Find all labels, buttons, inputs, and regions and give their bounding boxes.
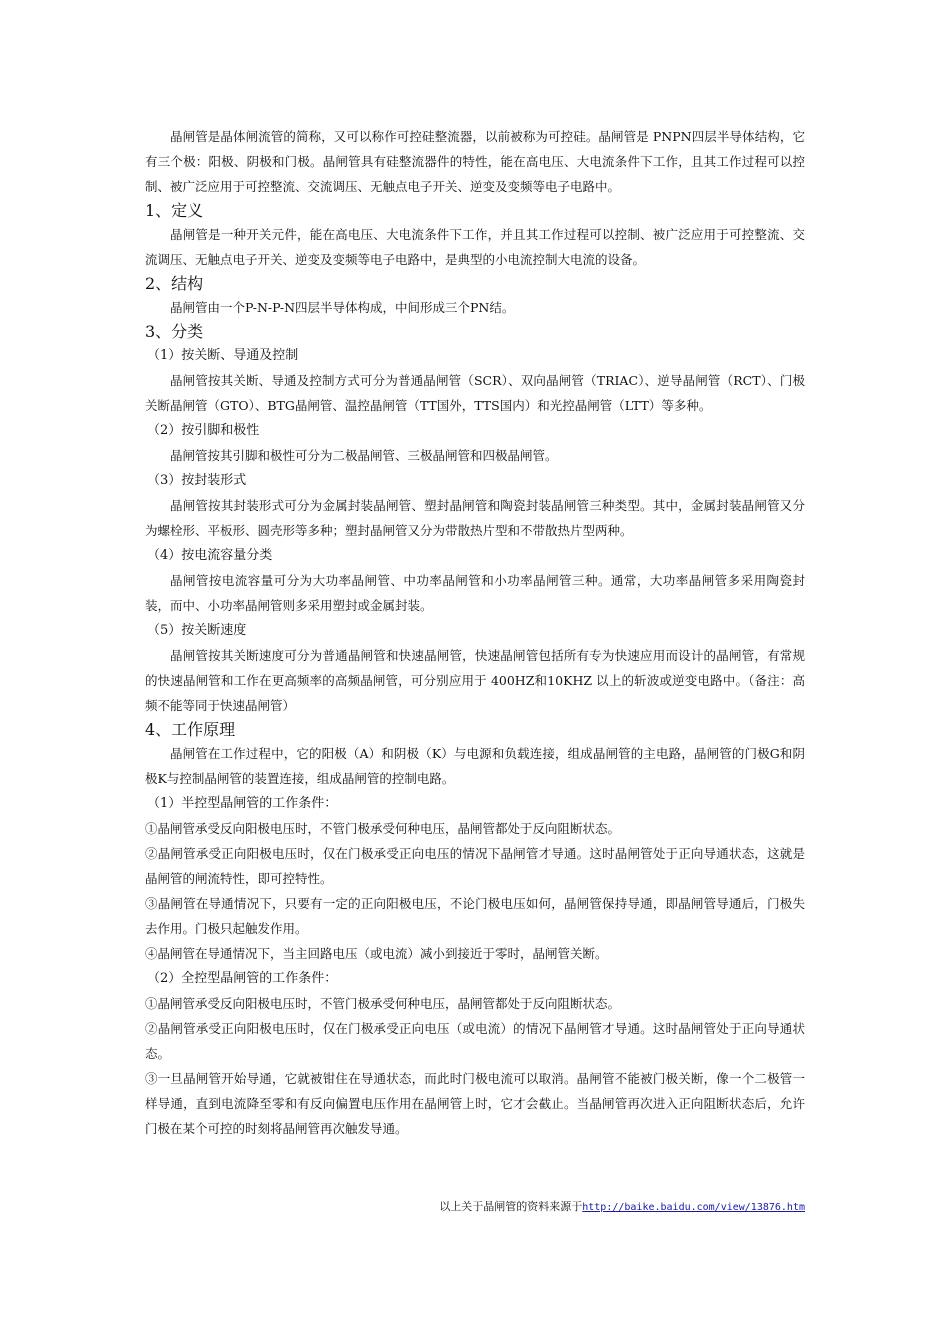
category-1-title: （1）按关断、导通及控制 [147, 348, 299, 363]
half-control-title: （1）半控型晶闸管的工作条件： [147, 796, 338, 811]
category-4-title: （4）按电流容量分类 [147, 548, 273, 563]
list-item: ①晶闸管承受反向阳极电压时，不管门极承受何种电压，晶闸管都处于反向阻断状态。 [145, 821, 621, 836]
section-2-heading: 2、结构 [145, 274, 204, 293]
section-1-heading: 1、定义 [145, 201, 204, 220]
document-body [145, 124, 805, 1141]
category-5-title: （5）按关断速度 [147, 623, 247, 638]
list-item: ②晶闸管承受正向阳极电压时，仅在门极承受正向电压的情况下晶闸管才导通。这时晶闸管处于正向导通状态，这就是晶闸管的闸流特性，即可控特性。 [145, 846, 805, 886]
section-3-heading: 3、分类 [145, 322, 204, 341]
section-4-text: 晶闸管在工作过程中，它的阳极（A）和阴极（K）与电源和负载连接，组成晶闸管的主电路，晶闸管的门极G和阴极K与控制晶闸管的装置连接，组成晶闸管的控制电路。 [145, 746, 805, 786]
section-1-text: 晶闸管是一种开关元件，能在高电压、大电流条件下工作，并且其工作过程可以控制、被广泛应用于可控整流、交流调压、无触点电子开关、逆变及变频等电子电路中，是典型的小电流控制大电流的设备。 [145, 227, 805, 267]
list-item: ③一旦晶闸管开始导通，它就被钳住在导通状态，而此时门极电流可以取消。晶闸管不能被门极关断，像一个二极管一样导通，直到电流降至零和有反向偏置电压作用在晶闸管上时，它才会截止。当晶闸管再次进入正向阻断状态后，允许门极在某个可控的时刻将晶闸管再次触发导通。 [145, 1071, 805, 1136]
source-link[interactable]: http://baike.baidu.com/view/13876.htm [582, 1202, 805, 1213]
source-note [439, 1199, 805, 1216]
list-item: ①晶闸管承受反向阳极电压时，不管门极承受何种电压，晶闸管都处于反向阻断状态。 [145, 996, 621, 1011]
category-3-text: 晶闸管按其封装形式可分为金属封装晶闸管、塑封晶闸管和陶瓷封装晶闸管三种类型。其中，金属封装晶闸管又分为螺栓形、平板形、圆壳形等多种；塑封晶闸管又分为带散热片型和不带散热片型两种。 [145, 498, 805, 538]
category-3-title: （3）按封装形式 [147, 473, 247, 488]
category-1-text: 晶闸管按其关断、导通及控制方式可分为普通晶闸管（SCR）、双向晶闸管（TRIAC）、逆导晶闸管（RCT）、门极关断晶闸管（GTO）、BTG晶闸管、温控晶闸管（TT国外，TTS国内）和光控晶闸管（LTT）等多种。 [145, 373, 805, 413]
source-prefix: 以上关于晶闸管的资料来源于 [439, 1200, 583, 1213]
list-item: ③晶闸管在导通情况下，只要有一定的正向阳极电压，不论门极电压如何，晶闸管保持导通，即晶闸管导通后，门极失去作用。门极只起触发作用。 [145, 896, 805, 936]
list-item: ②晶闸管承受正向阳极电压时，仅在门极承受正向电压（或电流）的情况下晶闸管才导通。这时晶闸管处于正向导通状态。 [145, 1021, 805, 1061]
section-4-heading: 4、工作原理 [145, 720, 236, 739]
category-4-text: 晶闸管按电流容量可分为大功率晶闸管、中功率晶闸管和小功率晶闸管三种。通常，大功率晶闸管多采用陶瓷封装，而中、小功率晶闸管则多采用塑封或金属封装。 [145, 573, 805, 613]
intro-paragraph: 晶闸管是晶体闸流管的简称，又可以称作可控硅整流器，以前被称为可控硅。晶闸管是 PNPN四层半导体结构，它有三个极：阳极、阴极和门极。晶闸管具有硅整流器件的特性，能在高电压、大电流条件下工作，且其工作过程可以控制、被广泛应用于可控整流、交流调压、无触点电子开关、逆变及变频等电子电路中。 [145, 129, 805, 194]
category-2-text: 晶闸管按其引脚和极性可分为二极晶闸管、三极晶闸管和四极晶闸管。 [170, 448, 558, 463]
list-item: ④晶闸管在导通情况下，当主回路电压（或电流）减小到接近于零时，晶闸管关断。 [145, 946, 608, 961]
category-2-title: （2）按引脚和极性 [147, 423, 260, 438]
category-5-text: 晶闸管按其关断速度可分为普通晶闸管和快速晶闸管，快速晶闸管包括所有专为快速应用而设计的晶闸管，有常规的快速晶闸管和工作在更高频率的高频晶闸管，可分别应用于 400HZ和10KHZ 以上的斩波或逆变电路中。（备注：高频不能等同于快速晶闸管） [145, 648, 805, 713]
section-2-text: 晶闸管由一个P-N-P-N四层半导体构成，中间形成三个PN结。 [170, 300, 515, 315]
full-control-title: （2）全控型晶闸管的工作条件： [147, 971, 338, 986]
